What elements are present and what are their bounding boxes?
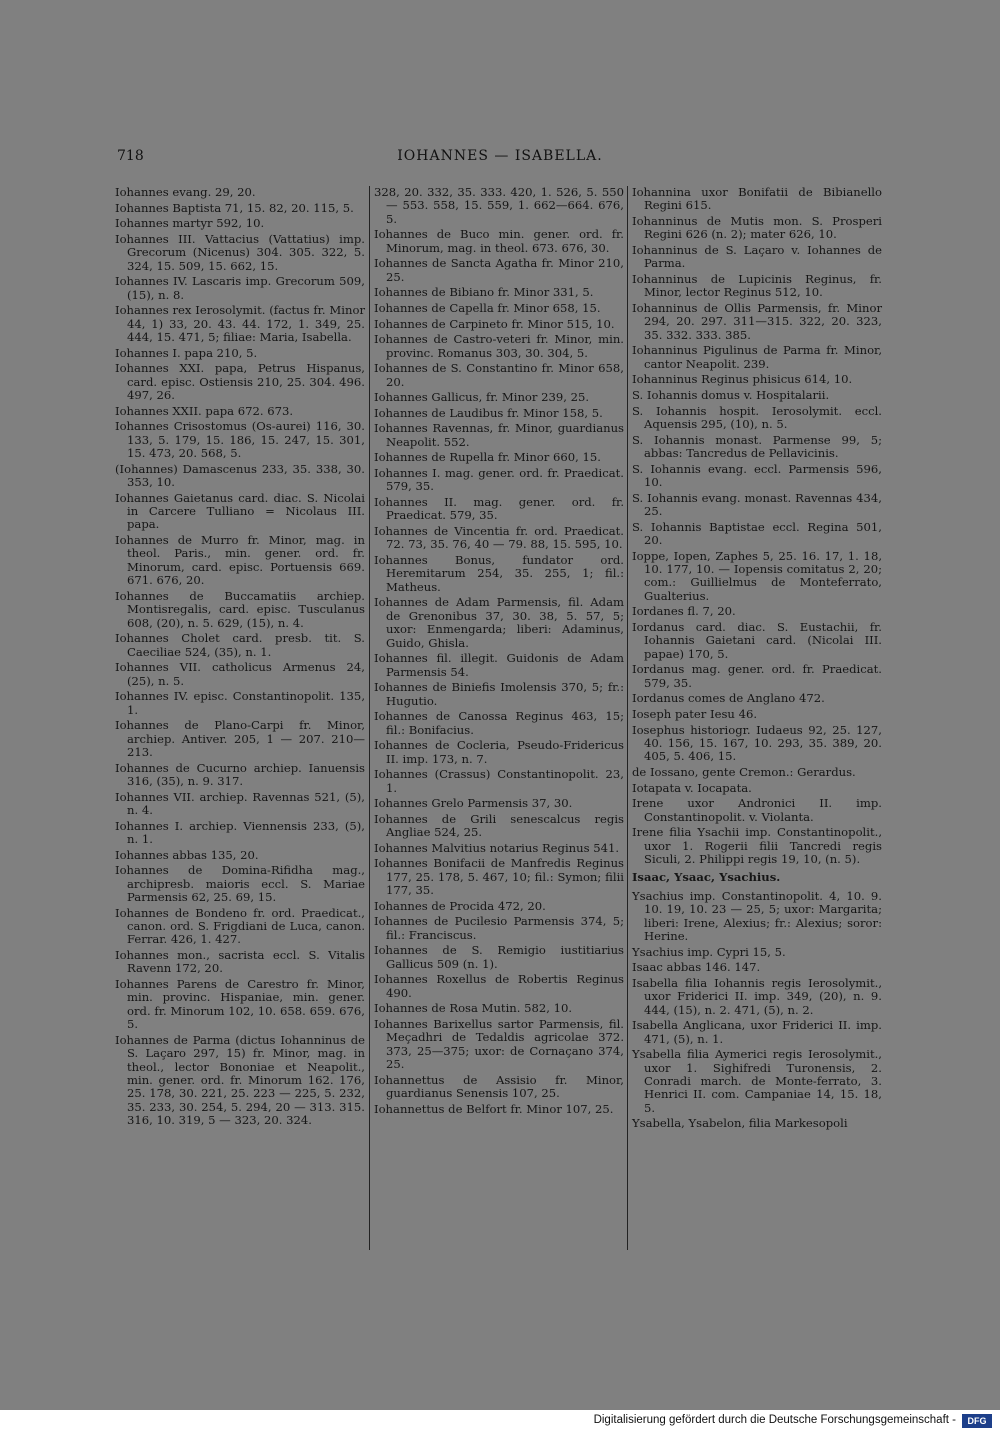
index-entry: Iohannes Roxellus de Robertis Reginus 490. [374,972,624,1000]
index-entry: Iosephus historiogr. Iudaeus 92, 25. 127, 40. 156, 15. 167, 10. 293, 35. 389, 20. 405, 5. 406, 15. [632,722,882,764]
index-entry: 328, 20. 332, 35. 333. 420, 1. 526, 5. 550 — 553. 558, 15. 559, 1. 662—664. 676, 5. [374,185,624,226]
index-entry: Iohannes de Murro fr. Minor, mag. in theol. Paris., min. gener. ord. fr. Minorum, card. episc. Portuensis 669. 671. 676, 20. [115,533,365,588]
index-entry: Iohannes de Cucurno archiep. Ianuensis 316, (35), n. 9. 317. [115,760,365,789]
index-column-2 [374,186,624,1118]
index-entry: Iohannes fil. illegit. Guidonis de Adam Parmensis 54. [374,651,624,679]
column-divider [627,186,628,1250]
index-entry: Iohannes Malvitius notarius Reginus 541. [374,840,620,855]
index-entry: Iohanninus de Mutis mon. S. Prosperi Regini 626 (n. 2); mater 626, 10. [632,214,882,242]
index-entry: Iohannes Crisostomus (Os-aurei) 116, 30. 133, 5. 179, 15. 186, 15. 247, 15. 301, 15. 473, 20. 568, 5. [115,419,365,460]
index-entry: Iohannes de Biniefis Imolensis 370, 5; fr.: Hugutio. [374,680,624,708]
index-entry: Iotapata v. Iocapata. [632,780,752,795]
index-entry: Ysabella filia Aymerici regis Ierosolymit., uxor 1. Sighifredi Turonensis, 2. Conradi march. de Monte-ferrato, 3. Henrici II. com. Campaniae 14, 15. 18, 5. [632,1047,882,1115]
index-entry: Iohannes III. Vattacius (Vattatius) imp. Grecorum (Nicenus) 304. 305. 322, 5. 324, 15. 509, 15. 662, 15. [115,231,365,273]
index-entry: Iohannes Ravennas, fr. Minor, guardianus Neapolit. 552. [374,421,624,449]
index-entry: (Iohannes) Damascenus 233, 35. 338, 30. 353, 10. [115,461,365,489]
index-entry: Iohannes de Rosa Mutin. 582, 10. [374,1001,573,1016]
index-entry: Iohannes de Vincentia fr. ord. Praedicat. 72. 73, 35. 76, 40 — 79. 88, 15. 595, 10. [374,523,624,552]
index-column-1 [115,186,365,1130]
index-entry: Iohannes de Grili senescalcus regis Angliae 524, 25. [374,811,624,840]
index-entry: Irene filia Ysachii imp. Constantinopolit., uxor 1. Rogerii filii Tancredi regis Siculi, 2. Philippi regis 19, 10, (n. 5). [632,825,882,866]
index-entry: Iohannes de Castro-veteri fr. Minor, min. provinc. Romanus 303, 30. 304, 5. [374,332,624,360]
index-entry: Iohannes VII. catholicus Armenus 24, (25), n. 5. [115,660,365,688]
index-entry: Iohannes Gallicus, fr. Minor 239, 25. [374,390,590,405]
index-entry: Iohannes abbas 135, 20. [115,847,259,862]
index-entry: Iohannes de Domina-Rifidha mag., archipresb. maioris eccl. S. Mariae Parmensis 62, 25. 69, 15. [115,863,365,905]
index-entry: Iohannes de Cocleria, Pseudo-Fridericus II. imp. 173, n. 7. [374,738,624,766]
index-entry: Iohannettus de Belfort fr. Minor 107, 25. [374,1101,614,1116]
index-entry: Iohannes II. mag. gener. ord. fr. Praedicat. 579, 35. [374,494,624,523]
dfg-logo[interactable]: DFG [962,1414,992,1428]
index-entry: Ysachius imp. Constantinopolit. 4, 10. 9. 10. 19, 10. 23 — 25, 5; uxor: Margarita; liberi: Irene, Alexius; fr.: Alexius; soror: Herine. [632,888,882,944]
index-entry: Isabella Anglicana, uxor Friderici II. imp. 471, (5), n. 1. [632,1018,882,1046]
index-entry: Iohannes de Buccamatiis archiep. Montisregalis, card. episc. Tusculanus 608, (20), n. 5. 629, (15), n. 4. [115,588,365,630]
index-entry: Ioppe, Iopen, Zaphes 5, 25. 16. 17, 1. 18, 10. 177, 10. — Iopensis comitatus 2, 20; com.: Guillielmus de Monteferrato, Gualterius. [632,548,882,603]
index-entry: Iohannes de Adam Parmensis, fil. Adam de Grenonibus 37, 30. 38, 5. 57, 5; uxor: Enmengarda; liberi: Adaminus, Guido, Ghisla. [374,595,624,650]
index-entry: Iohannes martyr 592, 10. [115,216,265,231]
index-entry: S. Iohannis Baptistae eccl. Regina 501, 20. [632,519,882,547]
index-entry: Iohannes de Plano-Carpi fr. Minor, archiep. Antiver. 205, 1 — 207. 210—213. [115,718,365,760]
index-entry: S. Iohannis hospit. Ierosolymit. eccl. Aquensis 295, (10), n. 5. [632,403,882,431]
index-entry: Iordanus comes de Anglano 472. [632,691,825,706]
index-entry: Iohannes IV. Lascaris imp. Grecorum 509, (15), n. 8. [115,274,365,302]
index-entry: Ioseph pater Iesu 46. [632,707,758,721]
index-entry: Iohannes mon., sacrista eccl. S. Vitalis Ravenn 172, 20. [115,948,365,976]
index-entry: Iohannes Grelo Parmensis 37, 30. [374,796,573,811]
index-entry: Ysachius imp. Cypri 15, 5. [632,944,786,959]
index-entry: Iohannes de Laudibus fr. Minor 158, 5. [374,405,603,420]
index-entry: Ysabella, Ysabelon, filia Markesopoli [632,1116,848,1131]
index-entry: S. Iohannis monast. Parmense 99, 5; abbas: Tancredus de Pellavicinis. [632,432,882,460]
index-entry: Iohanninus de S. Laçaro v. Iohannes de Parma. [632,243,882,271]
index-entry: Iohannes de Procida 472, 20. [374,898,546,913]
index-entry: Iohannes Bonus, fundator ord. Heremitarum 254, 35. 255, 1; fil.: Matheus. [374,552,624,594]
index-entry: Iohannes de Rupella fr. Minor 660, 15. [374,450,601,465]
index-entry: Iohannes de Bondeno fr. ord. Praedicat., canon. ord. S. Frigdiani de Luca, canon. Ferrar. 426, 1. 427. [115,905,365,947]
index-entry: Iohannes de Sancta Agatha fr. Minor 210, 25. [374,256,624,284]
index-entry: Irene uxor Andronici II. imp. Constantinopolit. v. Violanta. [632,796,882,824]
index-entry: S. Iohannis evang. eccl. Parmensis 596, 10. [632,461,882,489]
index-entry: Iohannes Parens de Carestro fr. Minor, min. provinc. Hispaniae, min. gener. ord. fr. Minorum 102, 10. 658. 659. 676, 5. [115,977,365,1032]
index-entry: Iohannes Bonifacii de Manfredis Reginus 177, 25. 178, 5. 467, 10; fil.: Symon; filii 177, 35. [374,856,624,898]
index-entry: de Iossano, gente Cremon.: Gerardus. [632,765,856,779]
index-entry: Iohanninus Reginus phisicus 614, 10. [632,372,853,387]
index-entry: Iohannettus de Assisio fr. Minor, guardianus Senensis 107, 25. [374,1072,624,1101]
page-title: IOHANNES — ISABELLA. [397,148,603,164]
index-entry: Iohannes Baptista 71, 15. 82, 20. 115, 5. [115,200,354,215]
column-divider [369,186,370,1250]
index-entry: S. Iohannis evang. monast. Ravennas 434, 25. [632,490,882,518]
index-column-3 [632,186,882,1133]
index-entry: Iohanninus Pigulinus de Parma fr. Minor, cantor Neapolit. 239. [632,343,882,371]
page-number: 718 [117,148,144,164]
index-entry: Isabella filia Iohannis regis Ierosolymit., uxor Friderici II. imp. 349, (20), n. 9. 444, (15), n. 2. 471, (5), n. 2. [632,975,882,1017]
index-entry: Iohannes I. archiep. Viennensis 233, (5), n. 1. [115,818,365,847]
index-entry: Iordanus mag. gener. ord. fr. Praedicat. 579, 35. [632,662,882,690]
index-entry: Iohannina uxor Bonifatii de Bibianello Regini 615. [632,185,882,213]
index-entry: Iordanes fl. 7, 20. [632,604,736,619]
index-entry: Iohannes Cholet card. presb. tit. S. Caeciliae 524, (35), n. 1. [115,631,365,659]
index-entry: Iohannes de S. Constantino fr. Minor 658, 20. [374,361,624,389]
index-entry: Iohannes de Pucilesio Parmensis 374, 5; fil.: Franciscus. [374,914,624,942]
index-entry: Isaac, Ysaac, Ysachius. [632,870,781,885]
index-entry: Iohannes de S. Remigio iustitiarius Gallicus 509 (n. 1). [374,943,624,971]
index-entry: Iohannes I. mag. gener. ord. fr. Praedicat. 579, 35. [374,465,624,494]
index-entry: S. Iohannis domus v. Hospitalarii. [632,388,830,402]
funding-credit: Digitalisierung gefördert durch die Deutsche Forschungsgemeinschaft - [593,1414,956,1426]
index-entry: Iohannes IV. episc. Constantinopolit. 135, 1. [115,689,365,717]
index-entry: Iohanninus de Lupicinis Reginus, fr. Minor, lector Reginus 512, 10. [632,272,882,300]
index-entry: Iohannes (Crassus) Constantinopolit. 23, 1. [374,767,624,795]
index-entry: Iohannes VII. archiep. Ravennas 521, (5), n. 4. [115,789,365,818]
index-entry: Iohannes I. papa 210, 5. [115,345,258,360]
index-entry: Iohannes Barixellus sartor Parmensis, fil. Meçadhri de Tedaldis agricolae 372. 373, 25—375; uxor: de Cornaçano 374, 25. [374,1016,624,1072]
index-entry: Iohannes de Parma (dictus Iohanninus de S. Laçaro 297, 15) fr. Minor, mag. in theol., lector Bononiae et Neapolit., min. gener. ord. fr. Minorum 162. 176, 25. 178, 30. 221, 25. 223 — 225, 5. 232, 35. 233, 30. 254, 5. 294, 20 — 313. 315. 316, 10. 319, 5 — 323, 20. 324. [115,1032,365,1128]
index-entry: Iohannes Gaietanus card. diac. S. Nicolai in Carcere Tulliano = Nicolaus III. papa. [115,490,365,532]
index-entry: Iohannes de Carpineto fr. Minor 515, 10. [374,316,615,331]
index-entry: Iordanus card. diac. S. Eustachii, fr. Iohannis Gaietani card. (Nicolai III. papae) 170, 5. [632,620,882,661]
index-entry: Iohannes de Capella fr. Minor 658, 15. [374,301,601,315]
index-entry: Iohanninus de Ollis Parmensis, fr. Minor 294, 20. 297. 311—315. 322, 20. 323, 35. 332. 333. 385. [632,301,882,342]
index-entry: Iohannes de Canossa Reginus 463, 15; fil.: Bonifacius. [374,709,624,737]
footer [0,1410,1000,1434]
index-entry: Iohannes XXI. papa, Petrus Hispanus, card. episc. Ostiensis 210, 25. 304. 496. 497, 26. [115,361,365,402]
index-entry: Iohannes de Bibiano fr. Minor 331, 5. [374,285,594,300]
index-entry: Iohannes de Buco min. gener. ord. fr. Minorum, mag. in theol. 673. 676, 30. [374,227,624,255]
index-entry: Isaac abbas 146. 147. [632,960,761,975]
index-entry: Iohannes rex Ierosolymit. (factus fr. Minor 44, 1) 33, 20. 43. 44. 172, 1. 349, 25. 444, 15. 471, 5; filiae: Maria, Isabella. [115,303,365,344]
index-entry: Iohannes evang. 29, 20. [115,185,256,199]
index-entry: Iohannes XXII. papa 672. 673. [115,403,294,418]
